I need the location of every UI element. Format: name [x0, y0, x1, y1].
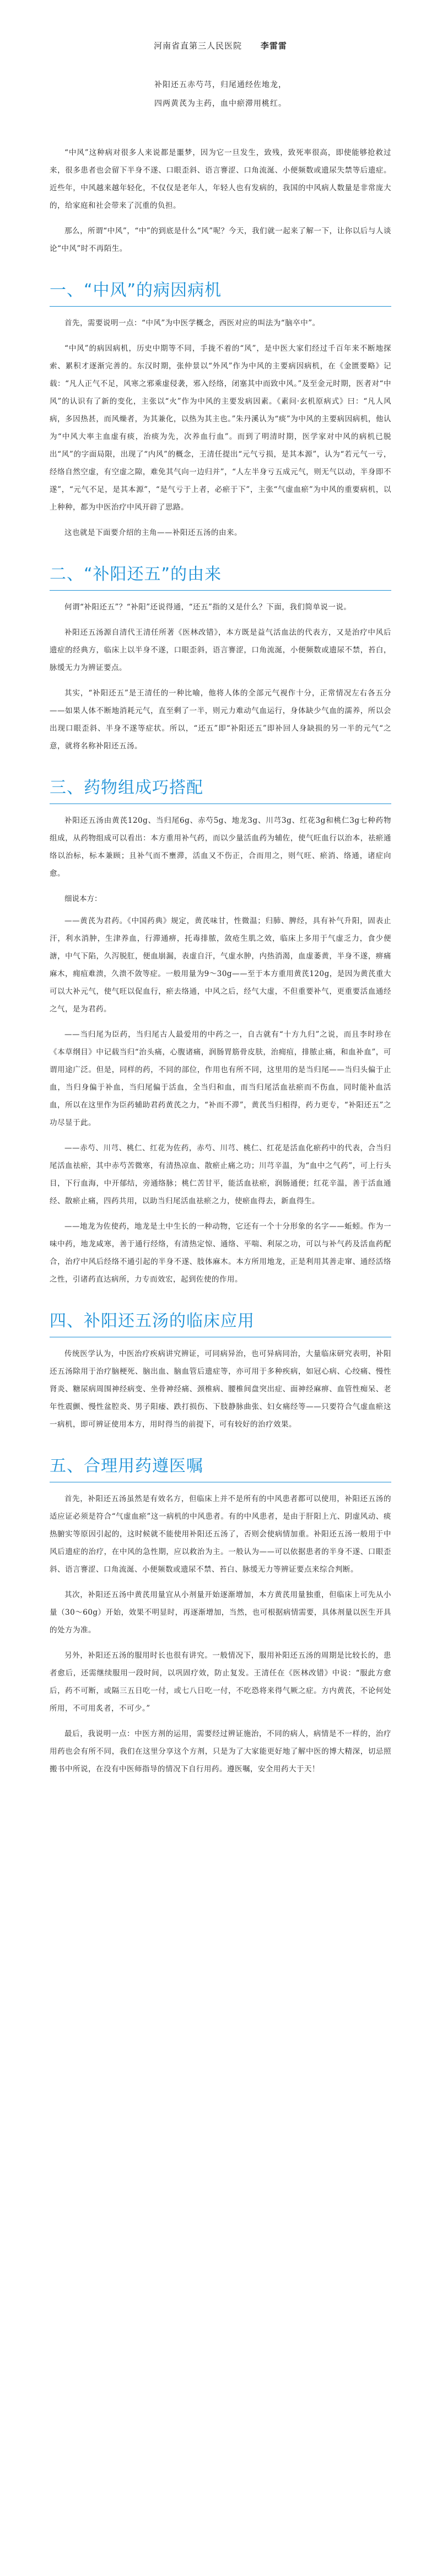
section-paragraph: 最后，我说明一点：中医方剂的运用，需要经过辨证施治，不同的病人，病情是不一样的，治疗用药也会有所不同，我们在这里分享这个方剂，只是为了大家能更好地了解中医的博大精深，切忌照搬书中所说，在没有中医师指导的情况下自行用药。遵医嘱，安全用药大于天！: [50, 1729, 391, 1774]
herb-paragraph: ——黄芪为君药。《中国药典》规定，黄芪味甘，性微温；归肺、脾经，具有补气升阳，固表止汗，利水消肿，生津养血，行滞通痹，托毒排脓，敛疮生肌之效，临床上多用于气虚乏力，食少便溏，中气下陷，久泻脱肛，便血崩漏，表虚自汗，气虚水肿，内热消渴，血虚萎黄，半身不遂，痹痛麻木，痈疽难溃，久溃不敛等症。一般用量为9～30g——至于本方重用黄芪120g，是因为黄芪重大可以大补元气，使气旺以促血行，瘀去络通，中风之后，经气大虚，不但重要补气，更重要活血通经之气，是为君药。: [50, 917, 391, 1014]
verse-line: 补阳还五赤芍芎，归尾通经佐地龙，: [154, 81, 287, 89]
article: [50, 0, 391, 1786]
section-heading: 五、合理用药遵医嘱: [50, 1452, 391, 1482]
hospital-name: 河南省直第三人民医院: [154, 41, 242, 51]
section-paragraph: 其实，“补阳还五”是王清任的一种比喻，他将人体的全部元气视作十分，正常情况左右各五分——如果人体不断地消耗元气，直至剩了一半，则元力难动气血运行，身体缺少气血的濡养，所以会出现口眼歪斜、半身不遂等症状。所以，“还五”即“补阳还五”即补回人身缺损的另一半的元气“之意，就将名称补阳还五汤。: [50, 689, 391, 751]
section-heading: 二、“补阳还五”的由来: [50, 560, 391, 591]
intro-paragraph: “中风”这种病对很多人来说都是噩梦，因为它一旦发生，致残，致死率很高，即使能够抢救过来，很多患者也会留下半身不遂、口眼歪斜、语言謇涩、口角流涎、小便频数或遗尿失禁等后遗症。近些年，中风越来越年轻化，不仅仅是老年人，年轻人也有发病的，我国的中风病人数量是非常庞大的，给家庭和社会带来了沉重的负担。: [50, 148, 391, 210]
section-paragraph: 何谓“补阳还五”？“补阳”还说得通，“还五”指的又是什么？下面，我们简单说一说。: [64, 603, 352, 612]
section-paragraph: 传统医学认为，中医治疗疾病讲究辨证，可同病异治，也可异病同治，大量临床研究表明，补阳还五汤除用于治疗脑梗死、脑出血、脑血管后遗症等，亦可用于多种疾病，如冠心病、心绞痛、慢性肾炎、糖尿病周围神经病变、坐骨神经痛、颈椎病、腰椎间盘突出症、面神经麻痹、血管性痴呆、老年性震颤、慢性盆腔炎、男子阳痿、跌打损伤、下肢静脉曲张、妇女痛经等——只要符合气虚血瘀这一病机，即可辨证使用本方，用时得当的前提下，可有较好的治疗效果。: [50, 1349, 391, 1429]
herb-paragraph: ——当归尾为臣药，当归尾古人最爱用的中药之一，自古就有“十方九归”之说，而且李时珍在《本草纲目》中记载当归“治头痛，心腹诸痛，润肠胃筋骨皮肤，治痈疽，排脓止痛，和血补血”，可谓用途广泛。但是，同样的药，不同的部位，作用也有所不同，这里用的是当归尾——当归头偏于止血，当归身偏于补血，当归尾偏于活血，全当归和血，而当归尾活血祛瘀而不伤血，同时能补血活血，所以在这里作为臣药辅助君药黄芪之力，“补而不滞”，黄芪当归相得，药力更专，“补阳还五”之功尽显于此。: [50, 1030, 391, 1127]
section-paragraph: 另外，补阳还五汤的服用时长也很有讲究。一般情况下，服用补阳还五汤的周期是比较长的，患者愈后，还需继续服用一段时间，以巩固疗效，防止复发。王清任在《医林改错》中说：“服此方愈后，药不可断，或隔三五日吃一付，或七八日吃一付，不吃恐将来得气厥之症。方内黄芪，不论何处所用，不可用炙者，不可少。”: [50, 1651, 391, 1713]
section-heading: 一、“中风”的病因病机: [50, 276, 391, 307]
section-paragraph: 首先，需要说明一点：“中风”为中医学概念，西医对应的叫法为“脑卒中”。: [64, 319, 320, 328]
section-paragraph: 其次，补阳还五汤中黄芪用量宜从小剂量开始逐渐增加，本方黄芪用量独重，但临床上可先从小量（30～60g）开始，效果不明显时，再逐渐增加，当然，也可根据病情需要，具体剂量以医生开具的处方为准。: [50, 1590, 391, 1635]
article-header: [50, 40, 391, 51]
herb-paragraph: ——赤芍、川芎、桃仁、红花为佐药，赤芍、川芎、桃仁、红花是活血化瘀药中的代表，合当归尾活血祛瘀，其中赤芍苦微寒，有清热凉血、散瘀止痛之功；川芎辛温，为“血中之气药”，可上行头目，下行血海，中开郁结，旁通络脉；桃仁苦甘平，能活血祛瘀，润肠通便；红花辛温，善于活血通经、散瘀止痛，四药共用，以助当归尾活血祛瘀之力，使瘀血得去，新血得生。: [50, 1144, 391, 1206]
section-heading: 三、药物组成巧搭配: [50, 774, 391, 804]
verse-line: 四两黄芪为主药，血中瘀滞用桃红。: [154, 99, 287, 108]
intro-paragraph: 那么，所谓“中风”，“中”的到底是什么“风”呢？今天，我们就一起来了解一下，让你以后与人谈论“中风”时不再陌生。: [50, 227, 391, 253]
section-heading: 四、补阳还五汤的临床应用: [50, 1307, 391, 1337]
intro: [50, 144, 391, 258]
section-paragraph: “中风”的病因病机，历史中期等不同，手拢不着的“风”，是中医大家们经过千百年来不断地探索、累积才逐渐完善的。东汉时期，张仲景以“外风”作为中风的主要病因病机，在《金匮要略》记载：“凡人正气不足，风寒之邪乘虚侵袭，邪入经络，闭塞其中而致中风。”及至金元时期，医者对“中风”的认识有了新的变化，主张以“火”作为中风的主要发病因素。《素问·玄机原病式》曰：“凡人风病，多因热甚，而风燥者，为其兼化，以热为其主也。”朱丹溪认为“痰”为中风的主要病因病机，他认为“中风大率主血虚有痰，治痰为先，次养血行血”。而到了明清时期，医学家对中风的病机已脱出“风”的字面局限，出现了“内风”的概念，王清任提出“元气亏损，是其本源”，认为“若元气一亏，经络自然空虚，有空虚之隙，难免其气向一边归并”，“人左半身亏五成元气，则无气以动，半身即不遂”，“元气不足，是其本源”，“是气亏于上者，必瘀于下”，主张“气虚血瘀”为中风的重要病机，以上种种，都为中医治疗中风开辟了思路。: [50, 344, 391, 512]
verse: [50, 76, 391, 113]
section-paragraph: 首先，补阳还五汤虽然是有效名方，但临床上并不是所有的中风患者都可以使用，补阳还五汤的适应证必须是符合“气虚血瘀”这一病机的中风患者。有的中风患者，是由于肝阳上亢、阴虚风动、痰热腑实等原因引起的，这时候就不能使用补阳还五汤了，否则会使病情加重。补阳还五汤一般用于中风后遗症的治疗，在中风的急性期，应以救治为主。一般认为——可以依据患者的半身不遂、口眼歪斜、语言謇涩、口角流涎、小便频数或遗尿不禁、苔白、脉缓无力等辨证要点来综合判断。: [50, 1495, 391, 1574]
sub-label: 细说本方：: [64, 895, 102, 903]
author-name: 李雷雷: [260, 41, 287, 51]
section-paragraph: 补阳还五汤源自清代王清任所著《医林改错》，本方既是益气活血法的代表方，又是治疗中风后遗症的经典方，临床上以半身不遂，口眼歪斜，语言謇涩，口角流涎，小便频数或遗尿不禁，苔白，脉缓无力为辨证要点。: [50, 628, 391, 672]
section-paragraph: 补阳还五汤由黄芪120g、当归尾6g、赤芍5g、地龙3g、川芎3g、红花3g和桃仁3g七种药物组成，从药物组成可以看出：本方重用补气药，而以少量活血药为辅佐，使气旺血行以治本，祛瘀通络以治标，标本兼顾；且补气而不壅滞，活血又不伤正，合而用之，则气旺、瘀消、络通，诸症向愈。: [50, 816, 391, 878]
section-paragraph: 这也就是下面要介绍的主角——补阳还五汤的由来。: [64, 528, 242, 537]
herb-paragraph: ——地龙为佐使药，地龙是土中生长的一种动物，它还有一个十分形象的名字——蚯蚓。作为一味中药，地龙咸寒，善于通行经络，有清热定惊、通络、平喘、利尿之功，可以与补气药及活血药配合，治疗中风后经络不通引起的半身不遂、肢体麻木。本方所用地龙，正是利用其善走窜、通经活络之性，引诸药直达病所，力专而效宏，起到佐使的作用。: [50, 1222, 391, 1284]
